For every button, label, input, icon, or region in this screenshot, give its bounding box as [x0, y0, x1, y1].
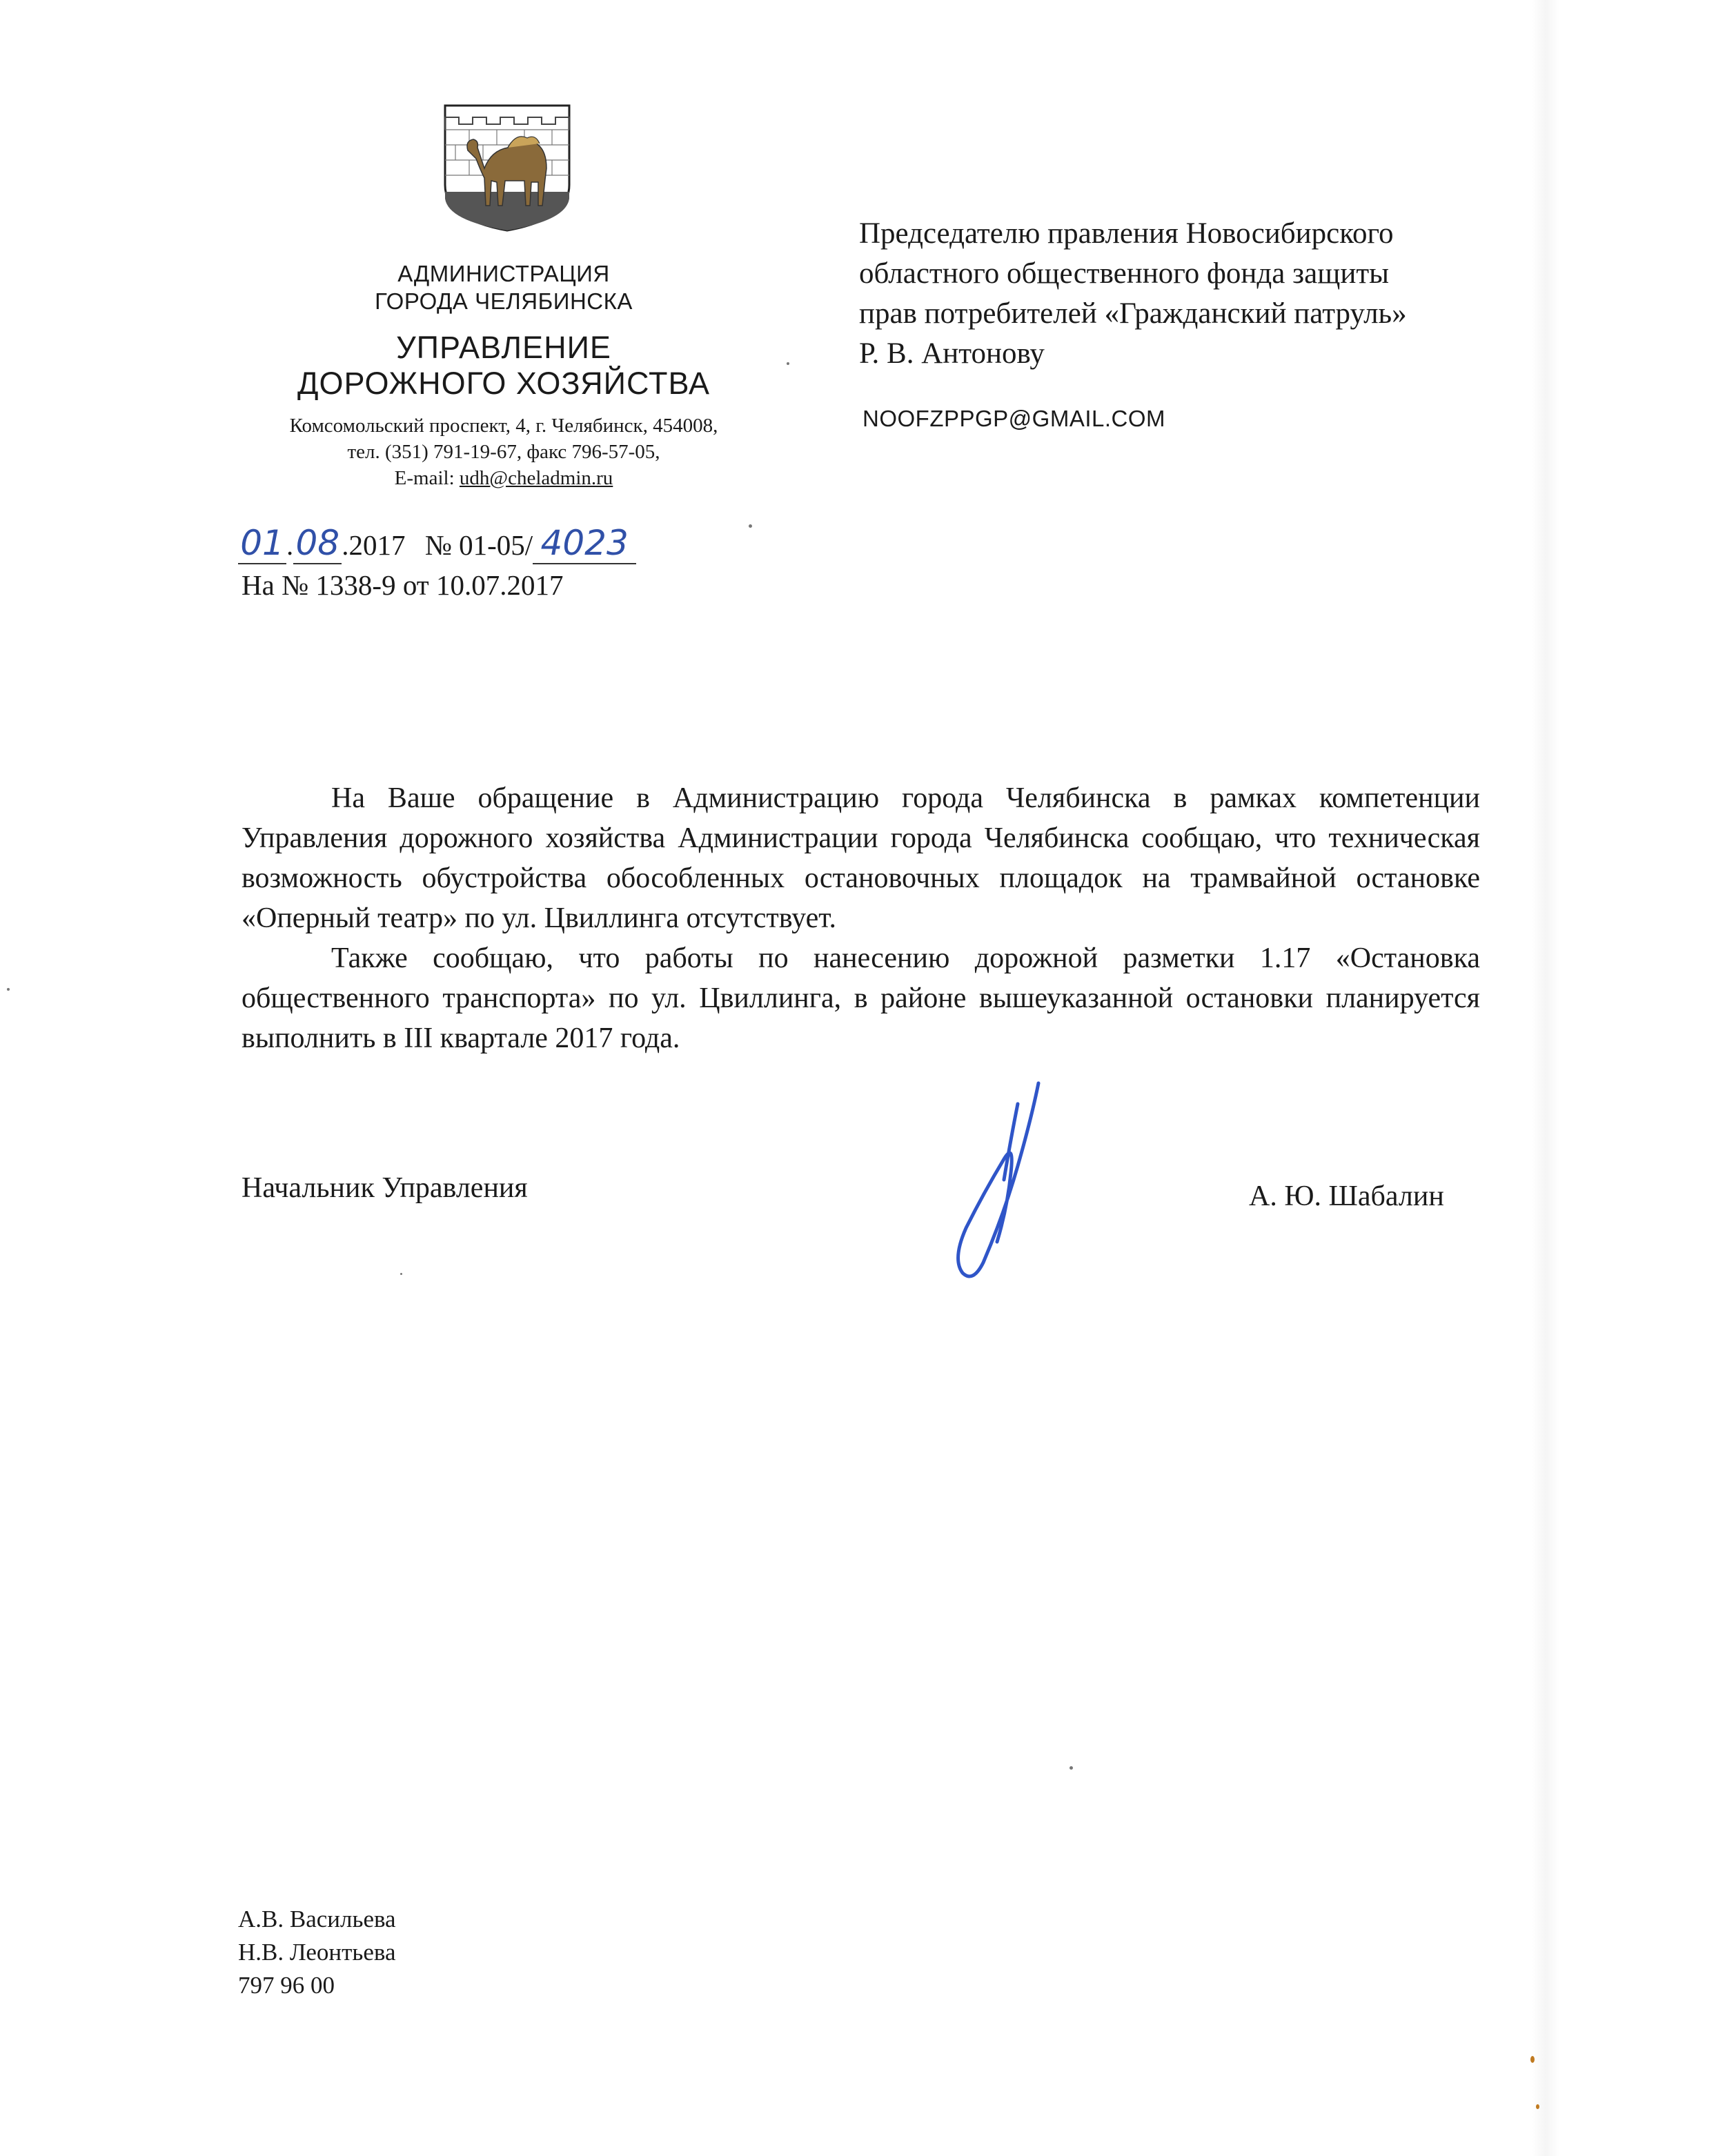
scan-speck [1070, 1766, 1073, 1770]
addressee-line1: Председателю правления Новосибирского [859, 217, 1394, 250]
org-email-label: E-mail: [394, 467, 455, 489]
executor-name-1: А.В. Васильева [238, 1906, 396, 1932]
org-contacts [235, 413, 773, 491]
handwritten-month: 08 [293, 523, 342, 564]
org-email-link[interactable]: udh@cheladmin.ru [459, 467, 613, 489]
scan-speck [749, 524, 752, 528]
signatory-title: Начальник Управления [241, 1172, 528, 1204]
ref-year: .2017 [342, 529, 406, 561]
signatory-name: А. Ю. Шабалин [1249, 1180, 1444, 1212]
body-paragraph-1: На Ваше обращение в Администрацию города Челябинска в рамках компетенции Управления дорожного хозяйства Администрации города Челябинска сообщаю, что техническая возможность обустройства обособленных остановочных площадок на трамвайной остановке «Оперный театр» по ул. Цвиллинга отсутствует. [241, 782, 1480, 934]
ref-number-prefix: № 01-05/ [424, 529, 533, 561]
org-email-line [235, 465, 773, 491]
body-paragraph-2: Также сообщаю, что работы по нанесению дорожной разметки 1.17 «Остановка общественного транспорта» по ул. Цвиллинга, в районе вышеуказанной остановки планируется выполнить в III квартале 2017 года. [241, 942, 1480, 1054]
org-name-line2: ГОРОДА ЧЕЛЯБИНСКА [375, 288, 633, 314]
scan-speck [1536, 2104, 1539, 2109]
executor-name-2: Н.В. Леонтьева [238, 1939, 396, 1966]
executors-block [238, 1903, 396, 2002]
addressee-line2: областного общественного фонда защиты [859, 257, 1390, 290]
department-name-line2: ДОРОЖНОГО ХОЗЯЙСТВА [297, 366, 710, 401]
department-name-line1: УПРАВЛЕНИЕ [396, 330, 611, 365]
scan-speck [787, 362, 789, 365]
addressee-email: NOOFZPPGP@GMAIL.COM [862, 406, 1166, 431]
incoming-reference: На № 1338-9 от 10.07.2017 [241, 569, 564, 601]
handwritten-day: 01 [238, 523, 286, 564]
scan-speck [400, 1273, 402, 1275]
addressee-line3: прав потребителей «Гражданский патруль» [859, 297, 1407, 330]
letter-body [241, 778, 1480, 1058]
executor-phone: 797 96 00 [238, 1972, 335, 1999]
org-phone: тел. (351) 791-19-67, факс 796-57-05, [347, 441, 660, 463]
handwritten-signature-icon [935, 1076, 1073, 1283]
addressee-block [859, 214, 1407, 374]
org-address: Комсомольский проспект, 4, г. Челябинск, 454008, [289, 415, 718, 437]
addressee-line4: Р. В. Антонову [859, 337, 1045, 370]
org-name-line1: АДМИНИСТРАЦИЯ [397, 261, 610, 286]
camel-coat-of-arms-icon [442, 102, 573, 233]
outgoing-reference: 01.08.2017 № 01-05/ 4023 [238, 523, 636, 564]
scan-speck [1530, 2056, 1535, 2063]
scan-speck [7, 988, 10, 991]
handwritten-ref-number: 4023 [533, 523, 636, 564]
scan-edge-shadow [1532, 0, 1559, 2156]
